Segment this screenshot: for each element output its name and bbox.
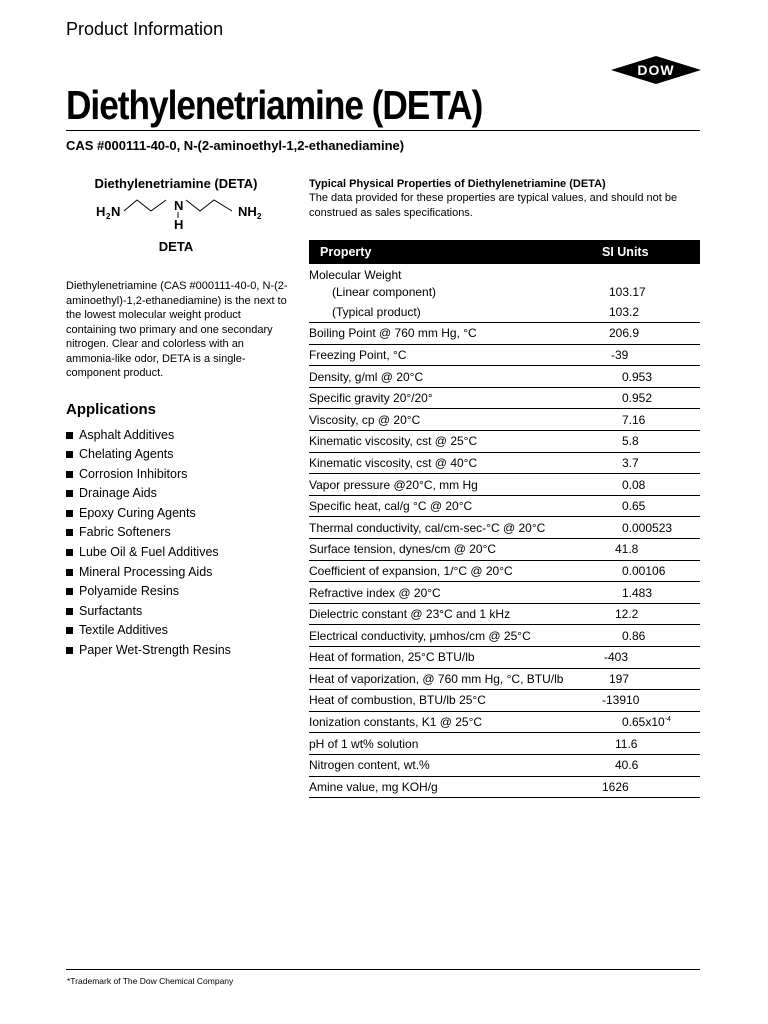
property-value-text: 0.86 [622,628,646,643]
title-divider [66,130,700,131]
property-value-text: 0.65x10 [622,715,665,730]
property-name: Density, g/ml @ 20°C [309,366,602,388]
table-row [309,344,700,366]
application-label: Surfactants [79,603,143,618]
logo-wordmark: DOW [637,62,675,78]
bullet-square-icon [66,529,73,536]
table-row [309,690,700,712]
table-row [309,776,700,798]
property-value-text: 12.2 [615,607,639,622]
property-value [602,711,700,733]
table-row [309,582,700,604]
table-row-linear-component [309,283,700,302]
column-header-property: Property [309,240,602,264]
property-value-text: 7.16 [622,412,646,427]
property-value-text: -403 [604,650,629,665]
property-name: Kinematic viscosity, cst @ 40°C [309,452,602,474]
property-value-text: 0.000523 [622,520,673,535]
property-value [602,517,700,539]
property-value [602,344,700,366]
table-row [309,560,700,582]
property-name: Heat of vaporization, @ 760 mm Hg, °C, BTU/lb [309,668,602,690]
property-value-text: -13910 [602,693,640,708]
dow-logo [611,56,701,84]
applications-list [66,428,292,663]
property-value [602,625,700,647]
structure-center-h: H [174,217,184,232]
product-description: Diethylenetriamine (CAS #000111-40-0, N-(2-aminoethyl)-1,2-ethanediamine) is the next to the lowest molecular weight product containing two primary and one secondary nitrogen. Clear and colorless with an ammonia-like odor, DETA is a single-component product. [66,280,288,379]
properties-table [309,240,700,798]
application-label: Lube Oil & Fuel Additives [79,545,219,560]
table-row [309,625,700,647]
column-header-si-units: SI Units [602,240,700,264]
property-value [602,668,700,690]
property-name: Electrical conductivity, μmhos/cm @ 25°C [309,625,602,647]
table-row [309,733,700,755]
property-name: Viscosity, cp @ 20°C [309,409,602,431]
table-row [309,647,700,669]
property-value-text: -39 [611,347,629,362]
property-value-exponent: -4 [664,716,671,724]
property-name: Thermal conductivity, cal/cm-sec-°C @ 20°C [309,517,602,539]
property-value [602,431,700,453]
property-value: 103.17 [609,285,646,299]
property-value [602,452,700,474]
right-column [309,178,701,798]
property-name: Ionization constants, K1 @ 25°C [309,711,602,733]
bullet-square-icon [66,471,73,478]
bullet-square-icon [66,510,73,517]
application-label: Paper Wet-Strength Resins [79,643,231,658]
bullet-square-icon [66,588,73,595]
bullet-square-icon [66,549,73,556]
property-value [602,539,700,561]
property-name: Refractive index @ 20°C [309,582,602,604]
page-title: Diethylenetriamine (DETA) [66,82,483,128]
property-value: 103.2 [602,302,700,323]
property-name: Specific heat, cal/g °C @ 20°C [309,495,602,517]
structure-left-n: N [111,204,121,219]
property-value-text: 41.8 [615,542,639,557]
trademark-footnote: *Trademark of The Dow Chemical Company [67,976,234,986]
property-name: Kinematic viscosity, cst @ 25°C [309,431,602,453]
table-row [309,409,700,431]
properties-note: The data provided for these properties are typical values, and should not be construed as sales specifications. [309,192,678,219]
application-label: Epoxy Curing Agents [79,505,196,520]
application-label: Polyamide Resins [79,584,180,599]
application-list-item [66,584,292,604]
property-value-text: 1.483 [622,585,653,600]
deta-structure-diagram [88,197,278,235]
bullet-square-icon [66,627,73,634]
property-value [602,582,700,604]
property-value [602,560,700,582]
property-name: pH of 1 wt% solution [309,733,602,755]
property-name: Coefficient of expansion, 1/°C @ 20°C [309,560,602,582]
application-list-item [66,545,292,565]
property-name: Boiling Point @ 760 mm Hg, °C [309,323,602,345]
property-value [602,733,700,755]
table-row [309,711,700,733]
property-name: Amine value, mg KOH/g [309,776,602,798]
property-value-text: 0.08 [622,477,646,492]
bullet-square-icon [66,432,73,439]
structure-right-sub: 2 [257,212,262,221]
application-list-item [66,447,292,467]
property-value [602,647,700,669]
structure-center-n: N [174,198,184,213]
property-name: (Typical product) [309,302,602,323]
footer-divider [66,969,700,970]
table-header-row [309,240,700,264]
table-row [309,754,700,776]
property-value-text: 0.953 [622,369,653,384]
property-name: Dielectric constant @ 23°C and 1 kHz [309,603,602,625]
applications-heading: Applications [66,400,157,418]
table-row [309,323,700,345]
property-name: Molecular Weight [309,267,402,282]
property-value-text: 11.6 [615,736,638,751]
table-row [309,603,700,625]
left-column [66,176,292,663]
property-value-text: 1626 [602,779,629,794]
property-name: Nitrogen content, wt.% [309,754,602,776]
table-row [309,387,700,409]
bullet-square-icon [66,608,73,615]
property-name: Freezing Point, °C [309,344,602,366]
property-value-text: 0.952 [622,391,653,406]
property-name: (Linear component) [332,285,437,299]
application-list-item [66,565,292,585]
table-row [309,517,700,539]
application-label: Drainage Aids [79,486,157,501]
application-list-item [66,486,292,506]
property-value [602,754,700,776]
table-row [309,495,700,517]
application-label: Fabric Softeners [79,525,171,540]
property-value [602,603,700,625]
property-value-text: 40.6 [615,758,639,773]
structure-title: Diethylenetriamine (DETA) [94,176,258,191]
application-list-item [66,623,292,643]
property-value [602,409,700,431]
property-value-text: 206.9 [609,326,640,341]
application-list-item [66,428,292,448]
property-value [602,690,700,712]
bullet-square-icon [66,647,73,654]
application-label: Asphalt Additives [79,427,175,442]
bullet-square-icon [66,451,73,458]
table-row [309,668,700,690]
cas-subtitle: CAS #000111-40-0, N-(2-aminoethyl-1,2-ethanediamine) [66,138,405,153]
document-header-label: Product Information [66,19,224,39]
table-row [309,366,700,388]
property-value [602,474,700,496]
table-row [309,452,700,474]
property-name: Specific gravity 20°/20° [309,387,602,409]
application-list-item [66,604,292,624]
table-row [309,431,700,453]
application-list-item [66,467,292,487]
bullet-square-icon [66,569,73,576]
property-name: Surface tension, dynes/cm @ 20°C [309,539,602,561]
property-value-text: 197 [609,671,630,686]
application-list-item [66,525,292,545]
table-row-molecular-weight [309,264,700,283]
property-value-text: 5.8 [622,434,639,449]
property-value-text: 3.7 [622,455,639,470]
application-label: Mineral Processing Aids [79,564,213,579]
table-row-typical-product [309,302,700,323]
application-list-item [66,643,292,663]
property-value [602,495,700,517]
structure-name: DETA [158,239,194,254]
property-name: Vapor pressure @20°C, mm Hg [309,474,602,496]
structure-left-h: H [96,204,106,219]
property-value-text: 0.65 [622,499,646,514]
bullet-square-icon [66,490,73,497]
application-label: Corrosion Inhibitors [79,466,188,481]
structure-right-nh: NH [238,204,257,219]
property-value [602,387,700,409]
property-value [602,776,700,798]
properties-title: Typical Physical Properties of Diethylenetriamine (DETA) [309,178,606,190]
property-name: Heat of combustion, BTU/lb 25°C [309,690,602,712]
property-value-text: 0.00106 [622,563,666,578]
table-row [309,539,700,561]
table-row [309,474,700,496]
application-label: Textile Additives [79,623,168,638]
property-name: Heat of formation, 25°C BTU/lb [309,647,602,669]
property-value [602,323,700,345]
application-list-item [66,506,292,526]
structure-left-sub: 2 [106,212,111,221]
application-label: Chelating Agents [79,447,174,462]
property-value [602,366,700,388]
